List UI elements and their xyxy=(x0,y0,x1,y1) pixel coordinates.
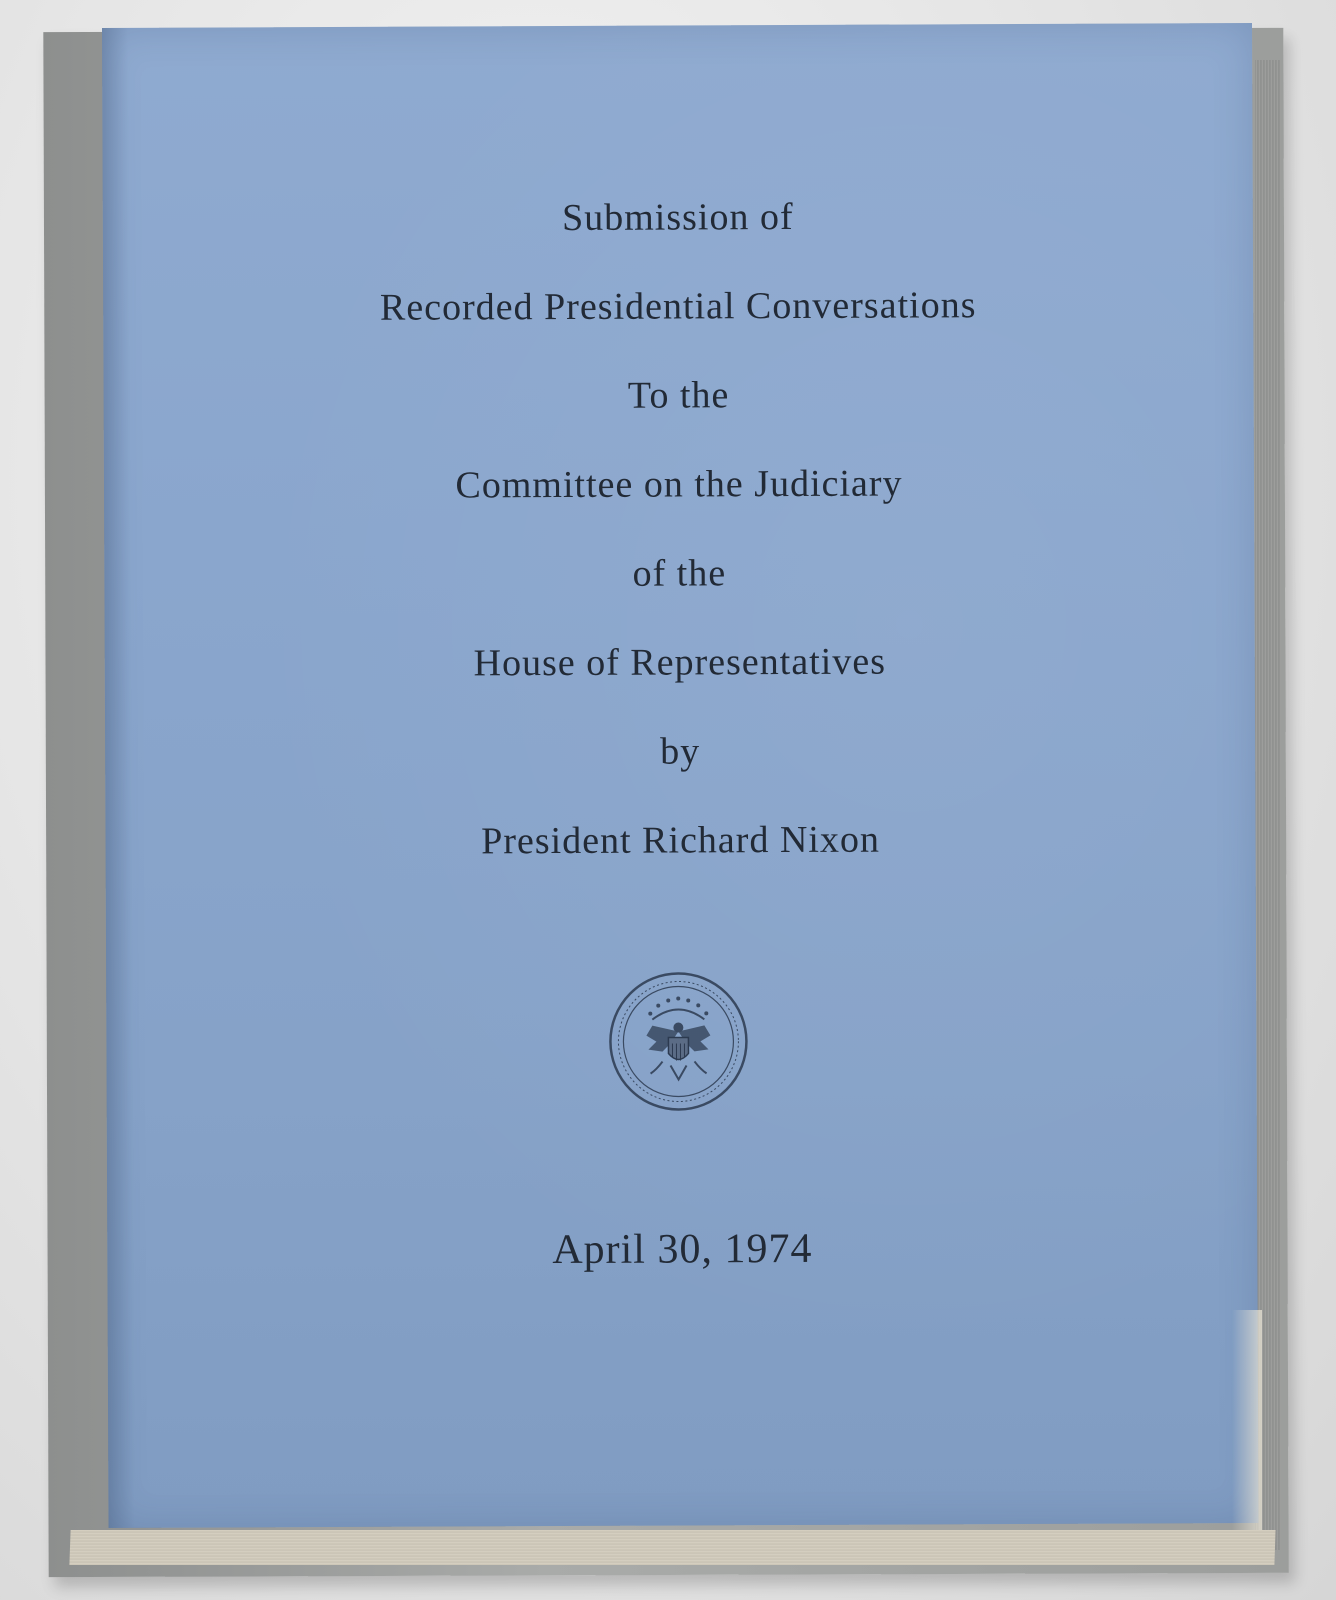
cover-date: April 30, 1974 xyxy=(552,1225,813,1274)
title-line: President Richard Nixon xyxy=(481,818,880,863)
book-cover xyxy=(102,23,1259,1528)
title-line: by xyxy=(660,730,701,773)
title-line: Submission of xyxy=(561,195,794,239)
title-line: Recorded Presidential Conversations xyxy=(379,284,977,329)
cover-title xyxy=(103,171,1256,888)
title-line: To the xyxy=(627,374,730,417)
title-line: of the xyxy=(632,552,727,595)
presidential-seal-icon xyxy=(606,969,751,1114)
book-page-edge-bottom xyxy=(69,1530,1275,1565)
worn-cover-edge xyxy=(1232,1310,1262,1530)
title-line: House of Representatives xyxy=(473,640,887,685)
title-line: Committee on the Judiciary xyxy=(455,462,903,507)
